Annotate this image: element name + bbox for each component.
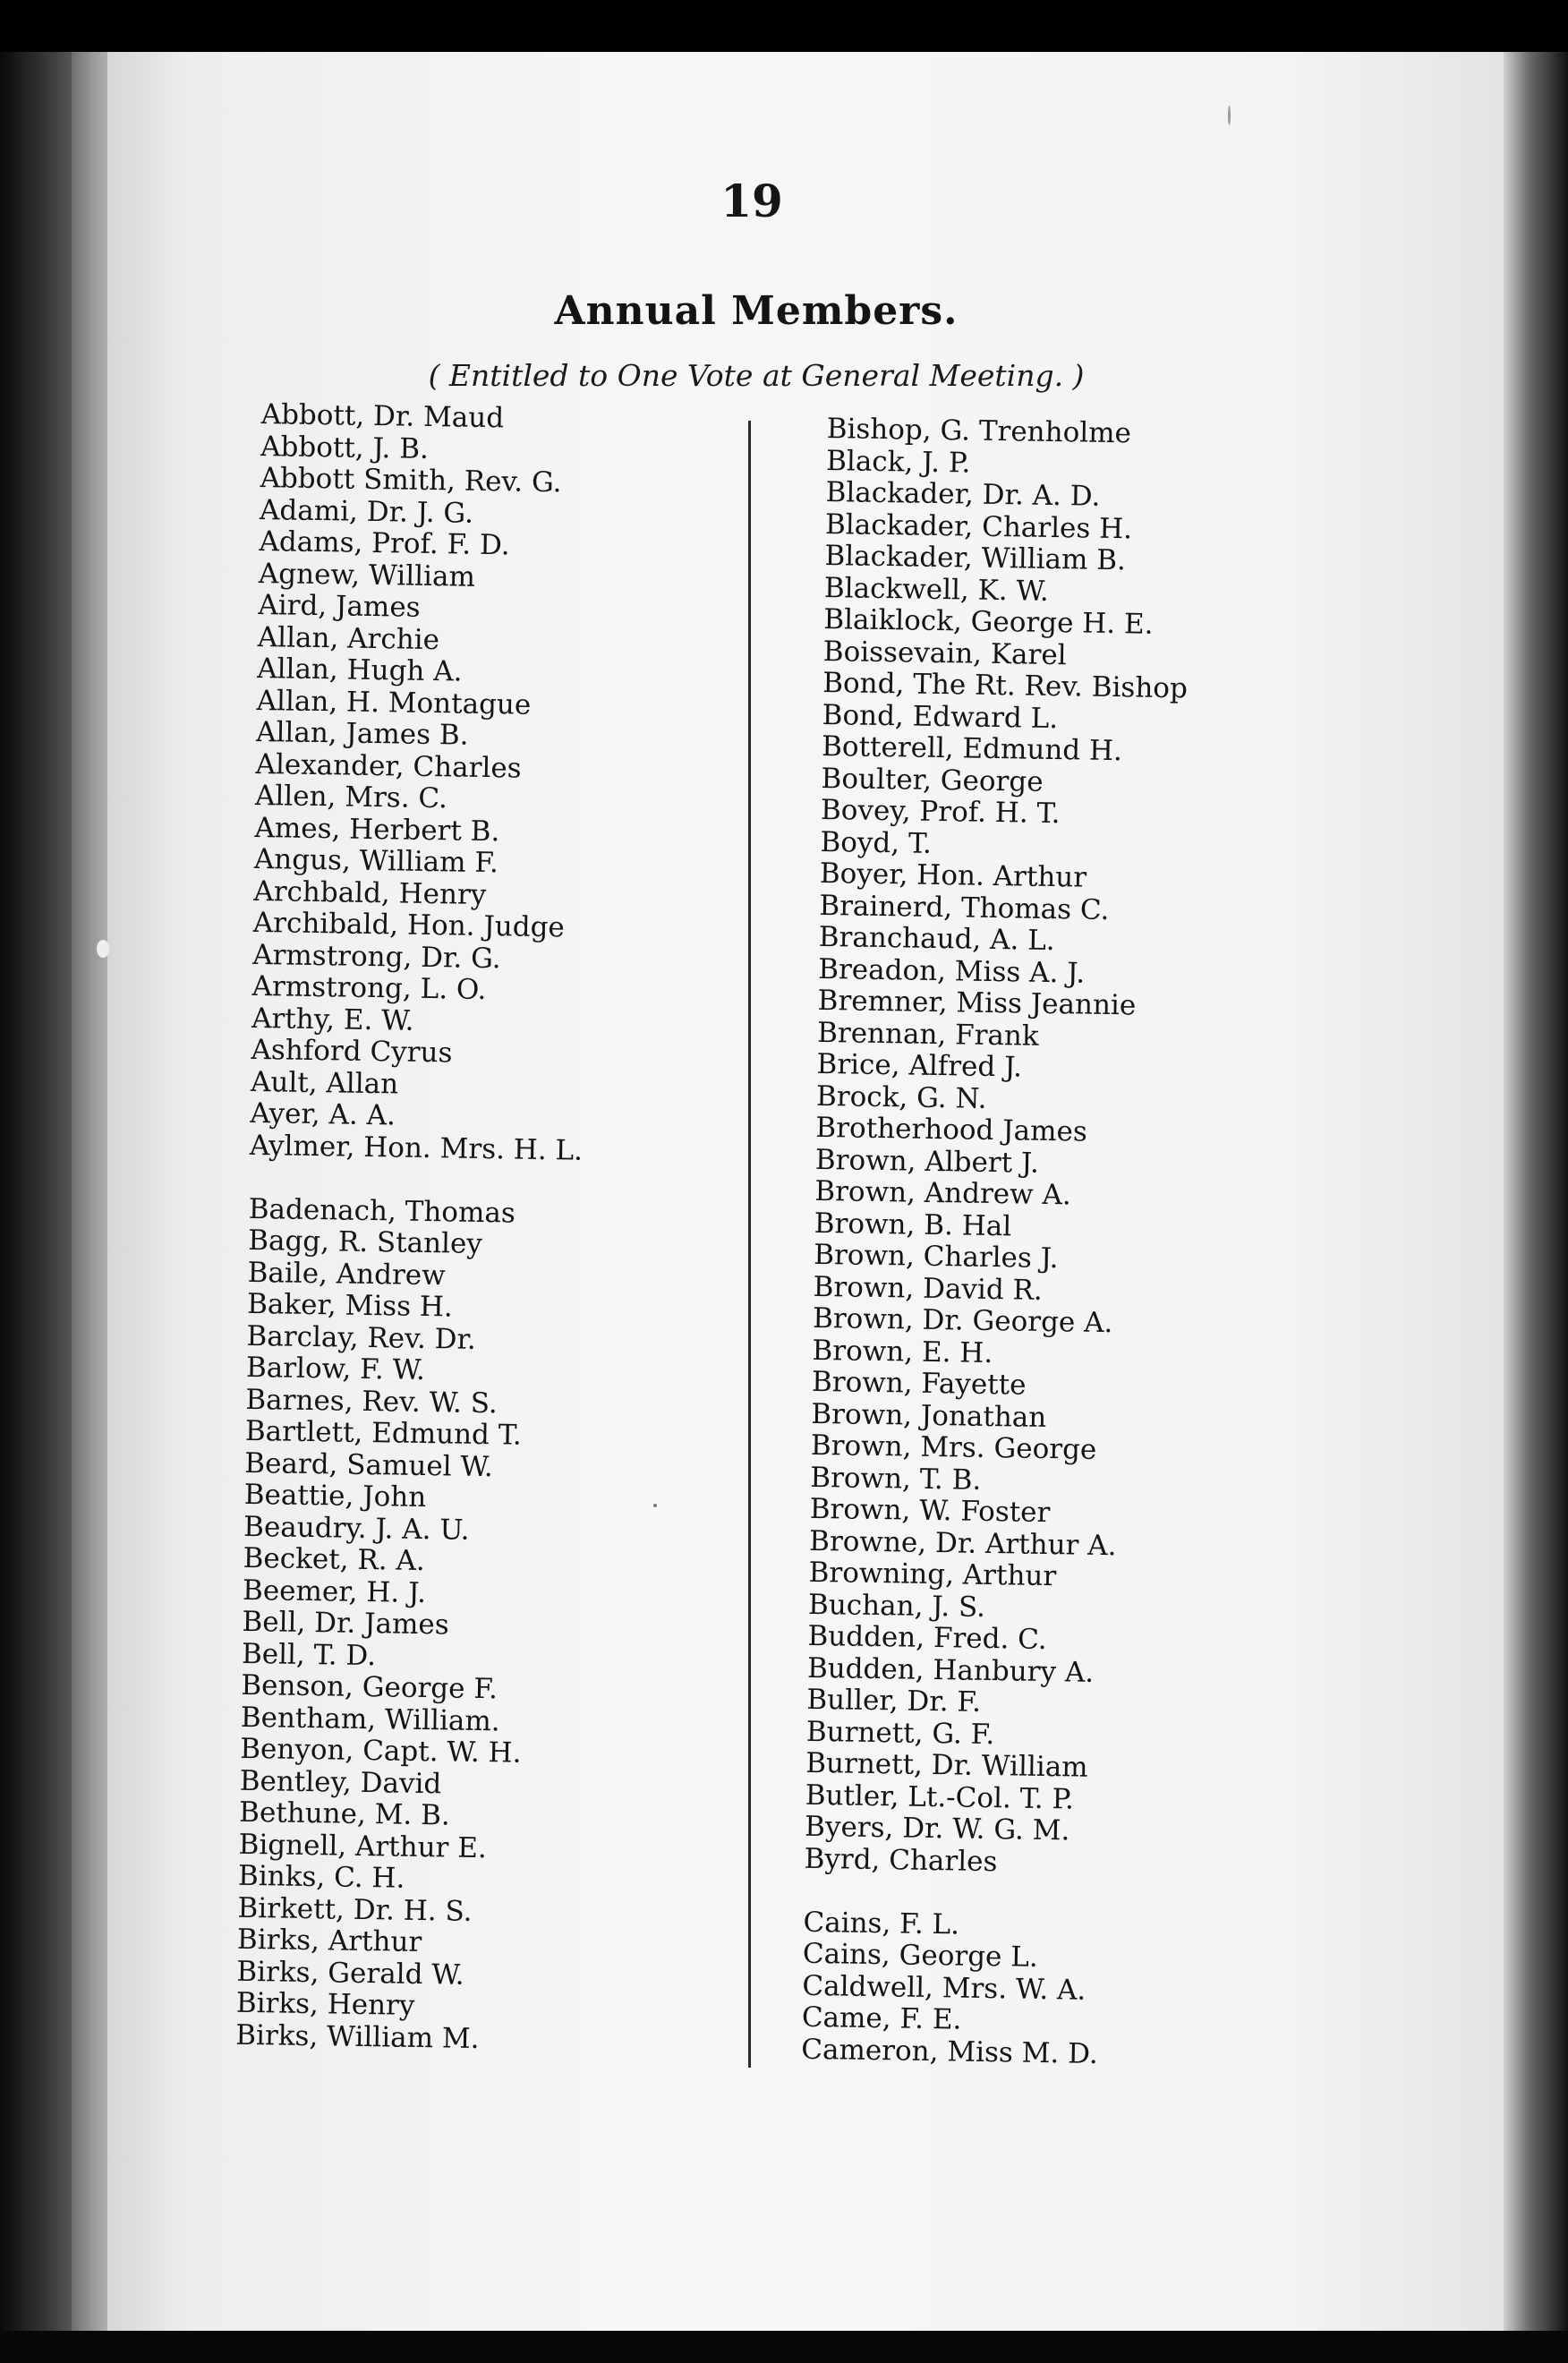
member-entry: Browning, Arthur — [808, 1556, 1057, 1593]
member-group-b — [235, 1193, 582, 2056]
member-entry: Buchan, J. S. — [807, 1588, 986, 1624]
member-entry: Breadon, Miss A. J. — [817, 952, 1086, 990]
member-entry: Barlow, F. W. — [245, 1351, 426, 1387]
member-entry: Brown, Jonathan — [811, 1397, 1047, 1434]
right-member-column — [801, 414, 1192, 2071]
member-entry: Ault, Allan — [250, 1065, 399, 1100]
member-entry: Brown, Andrew A. — [814, 1174, 1072, 1212]
paper-speck — [97, 940, 109, 958]
member-entry: Becket, R. A. — [243, 1541, 425, 1578]
paper-speck — [653, 1504, 657, 1507]
member-entry: Butler, Lt.-Col. T. P. — [805, 1779, 1075, 1816]
member-entry: Burnett, G. F. — [805, 1715, 995, 1751]
bottom-scan-border — [0, 2331, 1568, 2363]
member-entry: Abbott Smith, Rev. G. — [260, 461, 562, 499]
member-entry: Blackader, Dr. A. D. — [825, 475, 1101, 513]
member-entry: Byrd, Charles — [804, 1842, 998, 1878]
member-entry: Badenach, Thomas — [248, 1192, 516, 1230]
member-entry: Beemer, H. J. — [242, 1574, 427, 1609]
left-member-column — [235, 399, 594, 2057]
member-entry: Aylmer, Hon. Mrs. H. L. — [249, 1129, 584, 1167]
member-entry: Branchaud, A. L. — [818, 920, 1055, 958]
member-entry: Brown, Mrs. George — [810, 1429, 1097, 1466]
section-subheading: ( Entitled to One Vote at General Meeting. ) — [428, 358, 1085, 393]
member-entry: Brown, Albert J. — [814, 1143, 1040, 1180]
member-entry: Brennan, Frank — [816, 1016, 1039, 1053]
member-entry: Ames, Herbert B. — [254, 811, 500, 848]
member-entry: Armstrong, Dr. G. — [251, 938, 501, 975]
member-entry: Abbott, J. B. — [260, 430, 430, 465]
member-entry: Bovey, Prof. H. T. — [820, 793, 1061, 831]
member-entry: Came, F. E. — [801, 2000, 962, 2036]
member-entry: Bignell, Arthur E. — [238, 1828, 488, 1864]
member-entry: Ayer, A. A. — [250, 1096, 396, 1132]
member-entry: Allan, James B. — [255, 715, 469, 752]
member-entry: Boissevain, Karel — [822, 635, 1067, 671]
member-entry: Ashford Cyrus — [251, 1033, 453, 1070]
member-entry: Bagg, R. Stanley — [247, 1224, 483, 1260]
member-entry: Bartlett, Edmund T. — [244, 1414, 523, 1452]
right-page-edge-shadow — [1504, 52, 1568, 2331]
member-entry: Beaudry. J. A. U. — [243, 1510, 470, 1547]
member-entry: Blackwell, K. W. — [823, 571, 1050, 608]
member-entry: Beattie, John — [243, 1478, 427, 1514]
paper-speck — [1228, 106, 1231, 125]
member-group-a — [250, 399, 594, 1167]
member-entry: Baile, Andrew — [247, 1256, 446, 1292]
member-entry: Birks, Gerald W. — [236, 1955, 464, 1992]
member-entry: Benyon, Capt. W. H. — [240, 1732, 522, 1770]
member-entry: Brown, W. Foster — [809, 1492, 1051, 1530]
member-entry: Brock, G. N. — [815, 1079, 987, 1115]
member-entry: Browne, Dr. Arthur A. — [808, 1524, 1117, 1562]
member-entry: Bentley, David — [239, 1764, 442, 1800]
member-entry: Allan, Hugh A. — [256, 652, 463, 688]
member-entry: Bell, Dr. James — [242, 1605, 450, 1642]
member-group-b-continued — [804, 414, 1191, 1881]
member-entry: Bishop, G. Trenholme — [826, 413, 1132, 450]
member-entry: Adams, Prof. F. D. — [259, 525, 510, 562]
member-entry: Birks, Arthur — [236, 1923, 422, 1959]
member-entry: Cameron, Miss M. D. — [801, 2033, 1099, 2070]
member-entry: Abbott, Dr. Maud — [260, 398, 505, 435]
member-entry: Bremner, Miss Jeannie — [817, 984, 1137, 1022]
member-entry: Brown, B. Hal — [814, 1207, 1012, 1242]
member-entry: Binks, C. H. — [237, 1859, 405, 1895]
member-entry: Allan, H. Montague — [256, 684, 532, 721]
member-entry: Black, J. P. — [825, 444, 971, 480]
member-entry: Cains, George L. — [802, 1937, 1038, 1974]
member-entry: Boyer, Hon. Arthur — [819, 857, 1087, 894]
member-entry: Barnes, Rev. W. S. — [245, 1383, 499, 1420]
member-entry: Blaiklock, George H. E. — [823, 602, 1154, 641]
member-entry: Byers, Dr. W. G. M. — [804, 1810, 1070, 1847]
member-entry: Allan, Archie — [257, 620, 440, 656]
member-entry: Burnett, Dr. William — [805, 1746, 1088, 1784]
member-entry: Brown, Dr. George A. — [812, 1301, 1113, 1340]
member-entry: Birks, Henry — [235, 1986, 415, 2022]
member-entry: Agnew, William — [258, 557, 476, 593]
member-entry: Boyd, T. — [820, 825, 933, 860]
member-entry: Angus, William F. — [253, 842, 499, 880]
member-entry: Benson, George F. — [241, 1668, 499, 1706]
member-entry: Bethune, M. B. — [238, 1796, 451, 1832]
member-entry: Armstrong, L. O. — [251, 969, 487, 1007]
member-entry: Birks, William M. — [235, 2018, 480, 2055]
member-entry: Brice, Alfred J. — [816, 1047, 1023, 1084]
member-entry: Baker, Miss H. — [246, 1287, 454, 1324]
member-entry: Arthy, E. W. — [251, 1002, 414, 1037]
member-entry: Brotherhood James — [815, 1111, 1088, 1148]
member-entry: Bell, T. D. — [241, 1637, 377, 1672]
section-heading: Annual Members. — [554, 288, 959, 334]
member-entry: Beard, Samuel W. — [244, 1446, 494, 1483]
member-entry: Allen, Mrs. C. — [254, 779, 448, 815]
member-entry: Buller, Dr. F. — [806, 1683, 982, 1719]
member-entry: Archibald, Hon. Judge — [252, 906, 566, 944]
member-entry: Cains, F. L. — [803, 1906, 960, 1941]
member-entry: Birkett, Dr. H. S. — [237, 1891, 473, 1928]
member-entry: Alexander, Charles — [255, 747, 522, 785]
member-entry: Blackader, Charles H. — [824, 508, 1133, 545]
member-entry: Budden, Hanbury A. — [806, 1651, 1095, 1689]
page-number: 19 — [720, 175, 783, 227]
member-entry: Brown, Charles J. — [813, 1238, 1059, 1275]
member-entry: Brown, E. H. — [812, 1334, 993, 1369]
member-entry: Bentham, William. — [240, 1701, 500, 1737]
member-entry: Botterell, Edmund H. — [821, 729, 1123, 768]
member-entry: Budden, Fred. C. — [807, 1619, 1047, 1657]
member-entry: Archbald, Henry — [253, 874, 487, 911]
member-entry: Brown, Fayette — [811, 1365, 1027, 1402]
top-scan-border — [0, 0, 1568, 52]
member-entry: Brown, T. B. — [810, 1461, 982, 1497]
book-gutter-shadow — [0, 52, 72, 2331]
member-entry: Adami, Dr. J. G. — [259, 493, 474, 530]
member-entry: Boulter, George — [821, 762, 1044, 798]
member-entry: Bond, The Rt. Rev. Bishop — [822, 666, 1189, 705]
member-entry: Caldwell, Mrs. W. A. — [802, 1969, 1087, 2007]
member-entry: Brainerd, Thomas C. — [819, 889, 1110, 926]
member-group-c — [801, 1907, 1168, 2071]
member-entry: Barclay, Rev. Dr. — [246, 1319, 477, 1356]
member-entry: Brown, David R. — [813, 1270, 1044, 1307]
member-entry: Blackader, William B. — [824, 539, 1127, 577]
member-entry: Aird, James — [258, 588, 421, 624]
column-divider — [748, 421, 751, 2068]
member-entry: Bond, Edward L. — [822, 698, 1059, 735]
